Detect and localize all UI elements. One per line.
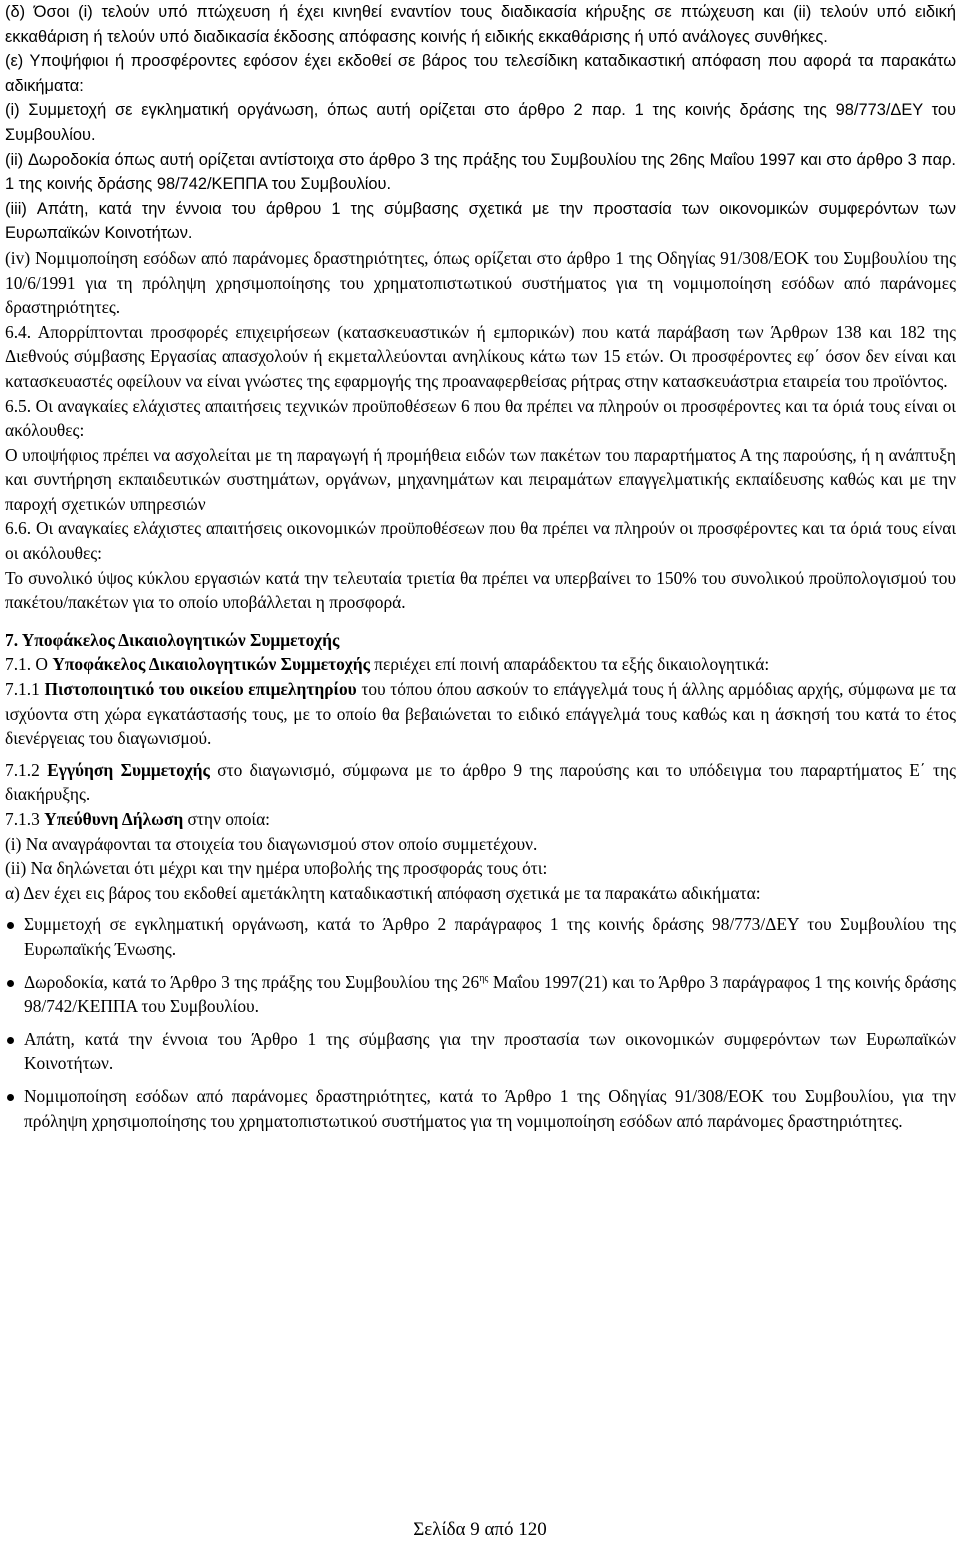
list-item: Απάτη, κατά την έννοια του Άρθρο 1 της σύμβασης για την προστασία των οικονομικών συμφερόντων των Ευρωπαϊκών Κοινοτήτων.	[5, 1027, 956, 1076]
paragraph-d: (δ) Όσοι (i) τελούν υπό πτώχευση ή έχει κινηθεί εναντίον τους διαδικασία κήρυξης σε πτώχευση και (ii) τελούν υπό ειδική εκκαθάριση ή τελούν υπό διαδικασία έκδοσης απόφασης κοινής ή ειδικής εκκαθάρισης ή υπό ανάλογες συνθήκες.	[5, 3, 956, 46]
bullet-icon	[7, 922, 14, 929]
declaration-ii: (ii) Να δηλώνεται ότι μέχρι και την ημέρα υποβολής της προσφοράς τους ότι:	[5, 858, 548, 879]
paragraph-e: (ε) Υποψήφιοι ή προσφέροντες εφόσον έχει εκδοθεί σε βάρος του τελεσίδικη καταδικαστική απόφαση που αφορά τα παρακάτω αδικήματα:	[5, 52, 956, 95]
document-page	[5, 0, 956, 1141]
list-item: Νομιμοποίηση εσόδων από παράνομες δραστηριότητες, κατά το Άρθρο 1 της Οδηγίας 91/308/ΕΟΚ του Συμβουλίου, για την πρόληψη χρησιμοποίησης του χρηματοπιστωτικού συστήματος για τη νομιμοποίηση εσόδων από παράνομες δραστηριότητες.	[5, 1084, 956, 1133]
paragraph-e-iv: (iv) Νομιμοποίηση εσόδων από παράνομες δραστηριότητες, όπως ορίζεται στο άρθρο 1 της Οδηγίας 91/308/ΕΟΚ του Συμβουλίου της 10/6/1991 για τη πρόληψη χρησιμοποίησης του χρηματοπιστωτικού συστήματος για τη νομιμοποίηση εσόδων από παράνομες δραστηριότητες.	[5, 247, 956, 318]
paragraph-6-6-body: Το συνολικό ύψος κύκλου εργασιών κατά την τελευταία τριετία θα πρέπει να υπερβαίνει το 150% του συνολικού προϋπολογισμού του πακέτου/πακέτων για το οποίο υποβάλλεται η προσφορά.	[5, 567, 956, 613]
bullet-icon	[7, 1094, 14, 1101]
declaration-i: (i) Να αναγράφονται τα στοιχεία του διαγωνισμού στον οποίο συμμετέχουν.	[5, 833, 538, 854]
paragraph-7-1: 7.1. Ο Υποφάκελος Δικαιολογητικών Συμμετοχής περιέχει επί ποινή απαράδεκτου τα εξής δικαιολογητικά:	[5, 654, 770, 675]
paragraph-7-1-2: 7.1.2 Εγγύηση Συμμετοχής στο διαγωνισμό, σύμφωνα με το άρθρο 9 της παρούσης και το υπόδειγμα του παραρτήματος Ε΄ της διακήρυξης.	[5, 759, 956, 805]
list-item: Συμμετοχή σε εγκληματική οργάνωση, κατά το Άρθρο 2 παράγραφος 1 της κοινής δράσης 98/773/ΔΕΥ του Συμβουλίου της Ευρωπαϊκής Ένωσης.	[5, 912, 956, 961]
paragraph-7-1-3: 7.1.3 Υπεύθυνη Δήλωση στην οποία:	[5, 809, 271, 829]
declaration-a: α) Δεν έχει εις βάρος του εκδοθεί αμετάκλητη καταδικαστική απόφαση σχετικά με τα παρακάτω αδικήματα:	[5, 882, 761, 903]
section-7-heading: 7. Υποφάκελος Δικαιολογητικών Συμμετοχής	[5, 629, 340, 650]
paragraph-6-5-body: Ο υποψήφιος πρέπει να ασχολείται με τη παραγωγή ή προμήθεια ειδών των πακέτων του παραρτήματος Α της παρούσης, ή η ανάπτυξη και συντήρηση εκπαιδευτικών συστημάτων, οργάνων, μηχανημάτων και πειραμάτων επαγγελματικής εκπαίδευσης καθώς και με την παροχή σχετικών υπηρεσιών	[5, 444, 956, 514]
paragraph-e-ii: (ii) Δωροδοκία όπως αυτή ορίζεται αντίστοιχα στο άρθρο 3 της πράξης του Συμβουλίου της 26ης Μαΐου 1997 και στο άρθρο 3 παρ. 1 της κοινής δράσης 98/742/ΚΕΠΠΑ του Συμβουλίου.	[5, 150, 956, 194]
paragraph-6-6-intro: 6.6. Οι αναγκαίες ελάχιστες απαιτήσεις οικονομικών προϋποθέσεων που θα πρέπει να πληρούν οι προσφέροντες και τα όριά τους είναι οι ακόλουθες:	[5, 518, 956, 564]
paragraph-6-4: 6.4. Απορρίπτονται προσφορές επιχειρήσεων (κατασκευαστικών ή εμπορικών) που κατά παράβαση των Άρθρων 138 και 182 της Διεθνούς σύμβασης Εργασίας απασχολούν ή εκμεταλλεύονται ανηλίκους κάτω των 15 ετών. Οι προσφέροντες εφ΄ όσον δεν είναι και κατασκευαστές οφείλουν να είναι γνώστες της εφαρμογής της προαναφερθείσας ρήτρας στην κατασκευάστρια εταιρεία του προϊόντος.	[5, 321, 956, 391]
paragraph-e-i: (i) Συμμετοχή σε εγκληματική οργάνωση, όπως αυτή ορίζεται στο άρθρο 2 παρ. 1 της κοινής δράσης της 98/773/ΔΕΥ του Συμβουλίου.	[5, 101, 956, 144]
bullet-icon	[7, 1037, 14, 1044]
offences-list	[5, 912, 956, 1133]
page-number-footer: Σελίδα 9 από 120	[413, 1519, 547, 1540]
paragraph-7-1-1: 7.1.1 Πιστοποιητικό του οικείου επιμελητηρίου του τόπου όπου ασκούν το επάγγελμά τους ή άλλης αρμόδιας αρχής, σύμφωνα με τα ισχύοντα στη χώρα εγκατάστασής τους, με το οποίο θα βεβαιώνεται το ειδικό επάγγελμά τους καθώς και η άσκησή του κατά το έτος διενέργειας του διαγωνισμού.	[5, 679, 956, 749]
paragraph-e-iii: (iii) Απάτη, κατά την έννοια του άρθρου 1 της σύμβασης σχετικά με την προστασία των οικονομικών συμφερόντων των Ευρωπαϊκών Κοινοτήτων.	[5, 199, 956, 243]
bullet-icon	[7, 980, 14, 987]
list-item: Δωροδοκία, κατά το Άρθρο 3 της πράξης του Συμβουλίου της $26^{\eta\varsigma}$ Μαΐου 1997(21) και το Άρθρο 3 παράγραφος 1 της κοινής δράσης 98/742/ΚΕΠΠΑ του Συμβουλίου.	[5, 970, 956, 1019]
paragraph-6-5-intro: 6.5. Οι αναγκαίες ελάχιστες απαιτήσεις τεχνικών προϋποθέσεων 6 που θα πρέπει να πληρούν οι προσφέροντες και τα όριά τους είναι οι ακόλουθες:	[5, 395, 956, 441]
